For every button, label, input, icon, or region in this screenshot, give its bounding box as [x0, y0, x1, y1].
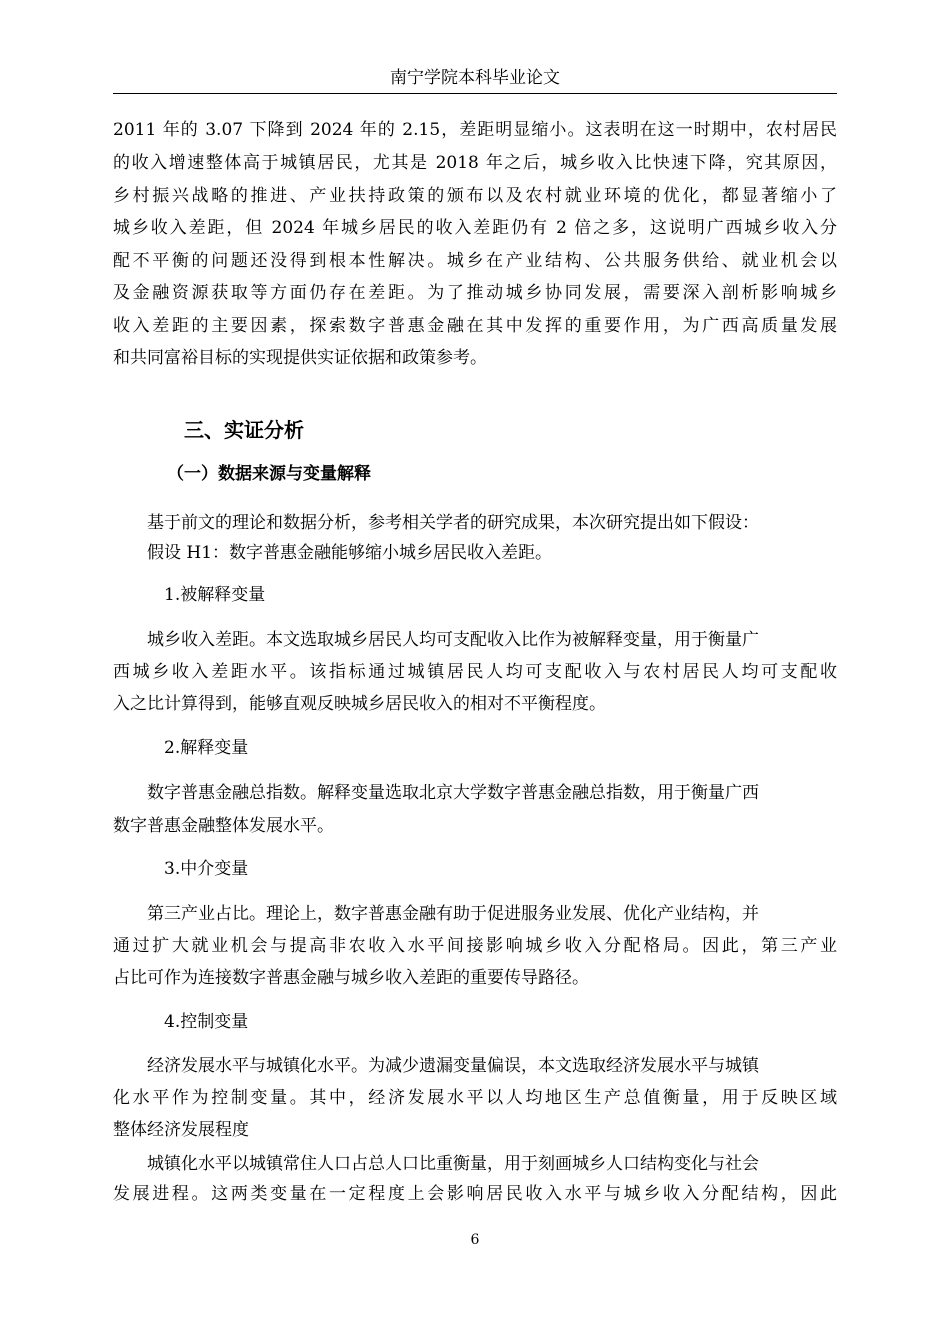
section-title: 三、实证分析: [184, 418, 304, 442]
text-line: 配不平衡的问题还没得到根本性解决。城乡在产业结构、公共服务供给、就业机会以: [113, 251, 837, 271]
text-line: 假设 H1：数字普惠金融能够缩小城乡居民收入差距。: [147, 543, 553, 563]
text-line: 城镇化水平以城镇常住人口占总人口比重衡量，用于刻画城乡人口结构变化与社会: [147, 1154, 759, 1174]
text-line: 数字普惠金融整体发展水平。: [113, 816, 334, 836]
text-line: 的收入增速整体高于城镇居民，尤其是 2018 年之后，城乡收入比快速下降，究其原因，: [113, 153, 837, 173]
text-line: 及金融资源获取等方面仍存在差距。为了推动城乡协同发展，需要深入剖析影响城乡: [113, 283, 837, 303]
text-line: 化水平作为控制变量。其中，经济发展水平以人均地区生产总值衡量，用于反映区域: [113, 1088, 837, 1108]
subsection-title: （一）数据来源与变量解释: [167, 464, 371, 484]
text-line: 数字普惠金融总指数。解释变量选取北京大学数字普惠金融总指数，用于衡量广西: [147, 783, 759, 803]
text-line: 西城乡收入差距水平。该指标通过城镇居民人均可支配收入与农村居民人均可支配收: [113, 662, 837, 682]
text-line: 和共同富裕目标的实现提供实证依据和政策参考。: [113, 348, 487, 368]
variable-heading: 1.被解释变量: [164, 585, 266, 605]
variable-heading: 2.解释变量: [164, 738, 249, 758]
text-line: 整体经济发展程度: [113, 1120, 249, 1140]
header-rule: [113, 93, 837, 94]
text-line: 占比可作为连接数字普惠金融与城乡收入差距的重要传导路径。: [113, 968, 589, 988]
running-header: 南宁学院本科毕业论文: [390, 68, 560, 88]
text-line: 乡村振兴战略的推进、产业扶持政策的颁布以及农村就业环境的优化，都显著缩小了: [113, 186, 837, 206]
text-line: 通过扩大就业机会与提高非农收入水平间接影响城乡收入分配格局。因此，第三产业: [113, 936, 837, 956]
text-line: 发展进程。这两类变量在一定程度上会影响居民收入水平与城乡收入分配结构，因此: [113, 1184, 837, 1204]
text-line: 收入差距的主要因素，探索数字普惠金融在其中发挥的重要作用，为广西高质量发展: [113, 316, 837, 336]
text-line: 城乡收入差距。本文选取城乡居民人均可支配收入比作为被解释变量，用于衡量广: [147, 630, 759, 650]
text-line: 第三产业占比。理论上，数字普惠金融有助于促进服务业发展、优化产业结构，并: [147, 904, 759, 924]
text-line: 入之比计算得到，能够直观反映城乡居民收入的相对不平衡程度。: [113, 694, 606, 714]
text-line: 基于前文的理论和数据分析，参考相关学者的研究成果，本次研究提出如下假设：: [147, 513, 759, 533]
variable-heading: 3.中介变量: [164, 859, 249, 879]
text-line: 2011 年的 3.07 下降到 2024 年的 2.15，差距明显缩小。这表明在这一时期中，农村居民: [113, 120, 837, 140]
text-line: 经济发展水平与城镇化水平。为减少遗漏变量偏误，本文选取经济发展水平与城镇: [147, 1056, 759, 1076]
text-line: 城乡收入差距，但 2024 年城乡居民的收入差距仍有 2 倍之多，这说明广西城乡收入分: [113, 218, 837, 238]
page-number: 6: [470, 1232, 480, 1248]
variable-heading: 4.控制变量: [164, 1012, 249, 1032]
